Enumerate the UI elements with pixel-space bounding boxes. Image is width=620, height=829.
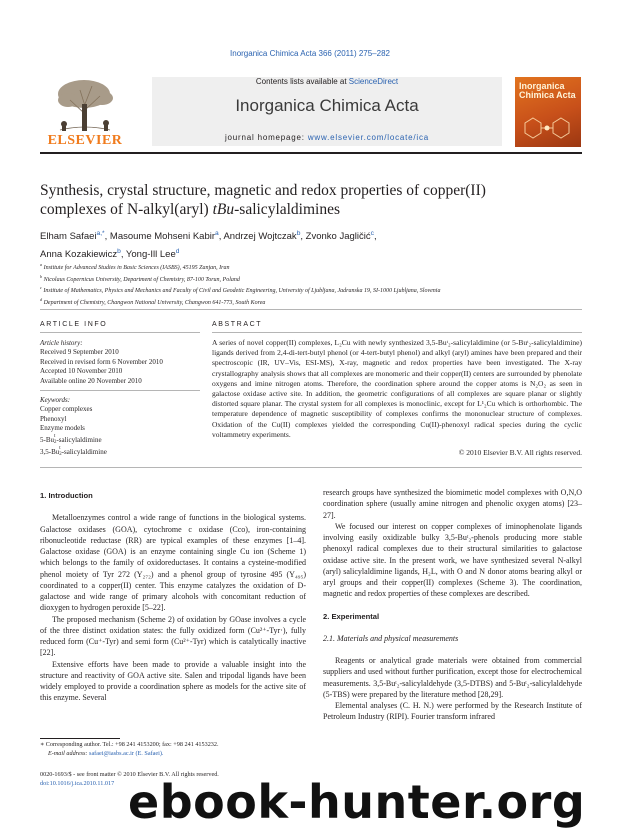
homepage-link[interactable]: www.elsevier.com/locate/ica — [307, 133, 430, 142]
keyword-item: 3,5-Bu t 2 -salicylaldimine — [40, 445, 107, 457]
abstract-heading: ABSTRACT — [212, 321, 263, 328]
affiliation-item — [40, 273, 585, 285]
history-item: Received 9 September 2010 — [40, 348, 119, 357]
author-line-1: Elham Safaei$^{a,*}$, Masoume Mohseni Kabir$^a$, Andrzej Wojtczak$^b$, Zvonko Jagličić$^c$, — [40, 230, 377, 243]
article-info-rule — [40, 332, 200, 333]
footnote-rule — [40, 738, 120, 739]
title-part-a: complexes of N-alkyl(aryl) — [40, 201, 213, 218]
abstract-text: A series of novel copper(II) complexes, L₂Cu with newly synthesized 3,5-Buᵗ₂-salicylaldimine (or 5-Buᵗ₂-salicylaldimine) ligands derived from 2,4-di-tert-butyl phenol (or 4-tert-butyl phenol) and alkyl (aryl) amines have been prepared and their spectroscopic (IR, UV–Vis, ESI-MS), X-ray, magnetic and redox properties have been investigated. The X-ray crystallography analysis shows that all complexes are monomeric and their copper(II) centers are surrounded by phenolate oxygens and imine nitrogen atoms. Therefore, the coordination sphere around the copper atoms is N₂O₂ as seen in galactose oxidase active site. In addition, the geometric configurations of all complexes are square planar or slightly distorted square planar. The crystal system for all complexes is monoclinic, except for L¹₂Cu which is orthorhombic. The temperature dependence of magnetic susceptibility of complexes confirms the mononuclear structure of complexes. Oxidation of the Cu(II) complexes yielded the corresponding Cu(II)-phenoxyl radical species during the cyclic voltammetry experiments. — [212, 338, 582, 439]
intro-paragraph-2: The proposed mechanism (Scheme 2) of oxidation by GOase involves a cycle of the three distinct oxidation states: the fully oxidized form (Cu²⁺-Tyr·), fully reduced form (Cu⁺-Tyr) and semi form (Cu²⁺-Tyr) which is catalytically inactive [22]. — [40, 614, 306, 658]
email-line — [40, 750, 310, 759]
author-line-2: Anna Kozakiewicz$^b$, Yong-Ill Lee$^d$ — [40, 248, 180, 261]
homepage-prefix: journal homepage: — [224, 133, 308, 142]
author-name: Masoume Mohseni Kabir — [109, 231, 215, 243]
affiliation-text: Department of Chemistry, Changwon National University, Changwon 641-773, South Korea — [43, 299, 266, 306]
author-name: Yong-Ill Lee — [125, 249, 176, 261]
author-name: Elham Safaei — [40, 231, 97, 243]
author-name: Zvonko Jagličić — [305, 231, 371, 243]
body-left-column — [40, 491, 306, 704]
keyword-item: Phenoxyl — [40, 414, 67, 423]
title-part-italic: tBu — [212, 201, 235, 218]
keyword-list — [40, 396, 200, 458]
keyword-item: Enzyme models — [40, 424, 85, 433]
keywords-rule — [40, 390, 200, 391]
elsevier-wordmark: ELSEVIER — [47, 133, 123, 148]
cover-molecule-icon — [521, 113, 575, 143]
email-label: E-mail address: — [48, 749, 90, 757]
body-right-column — [323, 487, 582, 723]
watermark-text: ebook-hunter.org — [128, 775, 586, 829]
affiliation-list — [40, 261, 585, 307]
author-sup[interactable]: a,* — [96, 230, 105, 237]
subsection-heading-materials: 2.1. Materials and physical measurements — [323, 633, 459, 643]
affiliation-item — [40, 284, 585, 296]
corresponding-author-footnote — [40, 741, 310, 758]
spacer — [323, 600, 582, 611]
corresponding-author-text: ∗ Corresponding author. Tel.: +98 241 4153200; fax: +98 241 4153232. — [40, 741, 219, 748]
keywords-label: Keywords: — [40, 396, 71, 404]
affiliation-text: Institute of Mathematics, Physics and Mechanics and Faculty of Civil and Geodetic Engineering, University of Ljubljana, Jadranska 19, SI-1000 Ljubljana, Slovenia — [43, 288, 441, 294]
author-name: Anna Kozakiewicz — [40, 249, 118, 261]
intro-paragraph-1: Metalloenzymes control a wide range of functions in the biological systems. Galactose oxidases (GOA), cytochrome c oxidase (Cco), iron-containing ribonucleotide reductase (RR) are typical examples of these enzymes [1–4]. Galactose oxidase (GOA) is an enzyme containing single Cu ion (Scheme 1) which belongs to the family of oxidoreductases. It contains a cysteine-modified phenol moiety of Tyr 272 (Y₂₇₂) and a phenol group of tyrosine 495 (Y₄₉₅) coordinated to a copper(II) center. This enzyme catalyzes the oxidation of D-galactose and wide range of primary alcohols with concomitant reduction of dioxygen to hydrogen peroxide [5–22]. — [40, 513, 306, 613]
article-info-heading: ARTICLE INFO — [40, 321, 108, 328]
journal-title: Inorganica Chimica Acta — [235, 96, 419, 115]
right-paragraph-1: research groups have synthesized the biomimetic model complexes with O,N,O coordination sphere (usually amine nitrogen and phenolic oxygen atoms) [23–27]. — [323, 488, 582, 520]
history-item: Received in revised form 6 November 2010 — [40, 357, 163, 366]
front-matter-text: 0020-1693/$ - see front matter © 2010 Elsevier B.V. All rights reserved. — [40, 771, 219, 778]
affiliation-text: Institute for Advanced Studies in Basic Sciences (IASBS), 45195 Zanjan, Iran — [43, 265, 230, 271]
journal-homepage — [152, 133, 502, 142]
affiliation-item — [40, 296, 585, 308]
history-item: Available online 20 November 2010 — [40, 376, 142, 385]
author-name: Andrzej Wojtczak — [223, 231, 297, 243]
right-paragraph-3: Reagents or analytical grade materials were obtained from commercial suppliers and used without further purification, except those for electrochemical measurements. 3,5-Buᵗ₂-salicylaldehyde (3,5-DTBS) and 5-Buᵗ₂-salicylaldehyde (5-TBS) were prepared by the literature method [28,29]. — [323, 656, 582, 699]
affiliation-text: Nicolaus Copernicus University, Department of Chemistry, 87-100 Torun, Poland — [43, 276, 240, 283]
copyright-notice: © 2010 Elsevier B.V. All rights reserved. — [458, 448, 582, 457]
title-divider — [40, 309, 582, 310]
section-heading-introduction: 1. Introduction — [40, 491, 93, 500]
title-part-c: -salicylaldimines — [234, 201, 341, 218]
author-list — [40, 226, 580, 262]
author-sup[interactable]: b — [117, 248, 121, 256]
doi-link[interactable]: doi:10.1016/j.ica.2010.11.017 — [40, 779, 115, 787]
journal-reference-link[interactable]: Inorganica Chimica Acta 366 (2011) 275–282 — [230, 49, 390, 58]
contents-line — [152, 77, 502, 86]
affiliation-sup: a — [40, 262, 43, 267]
section-heading-experimental: 2. Experimental — [323, 611, 380, 621]
right-paragraph-4: Elemental analyses (C. H. N.) were performed by the Research Institute of Petroleum Industry (RIPI). Fourier transform infrared — [323, 701, 582, 722]
intro-paragraph-3: Extensive efforts have been made to provide a valuable insight into the structure and reactivity of GOA active site. Salen and tripodal ligands have been widely employed to provide a coordination sphere as models for the active site of this enzyme. Several — [40, 659, 306, 703]
sciencedirect-link[interactable]: ScienceDirect — [348, 77, 399, 86]
contents-prefix: Contents lists available at — [255, 77, 349, 86]
history-label: Article history: — [40, 339, 83, 347]
email-link[interactable]: safaei@iasbs.ac.ir (E. Safaei). — [89, 749, 164, 757]
affiliation-sup: c — [40, 285, 42, 290]
title-line-2 — [40, 200, 580, 219]
affiliation-item — [40, 261, 585, 273]
author-sup[interactable]: c — [370, 230, 374, 237]
keyword-item: Copper complexes — [40, 405, 93, 414]
article-history — [40, 339, 200, 386]
keyword-item: 5-Bu t 2 -salicylaldimine — [40, 433, 102, 445]
author-sup[interactable]: a — [215, 230, 219, 237]
affiliation-sup: b — [40, 273, 43, 279]
affiliation-sup: d — [40, 296, 43, 302]
article-title — [40, 181, 580, 219]
author-sup[interactable]: b — [296, 230, 301, 237]
cover-title: Inorganica Chimica Acta — [519, 81, 576, 100]
author-sup[interactable]: d — [175, 248, 180, 256]
abstract-rule — [212, 332, 582, 333]
title-line-1: Synthesis, crystal structure, magnetic and redox properties of copper(II) — [40, 182, 486, 199]
header-rule — [40, 152, 582, 154]
history-item: Accepted 10 November 2010 — [40, 367, 123, 376]
journal-cover-thumbnail[interactable] — [515, 77, 581, 147]
abstract-bottom-rule — [40, 467, 582, 468]
right-paragraph-2: We focused our interest on copper complexes of iminophenolate ligands involving easily oxidizable bulky 3,5-Buᵗ₂-phenols producing more stable phenoxyl radical complexes due to their structural similarities to galactose oxidase active site. In the present work, we have synthesized several N-alkyl (aryl) salicylaldimine ligands, H₂L, with O and N donor atoms bearing alkyl or aryl groups and their copper(II) complexes (Scheme 3). The coordination, magnetic and redox properties of these complexes are described. — [323, 521, 582, 599]
